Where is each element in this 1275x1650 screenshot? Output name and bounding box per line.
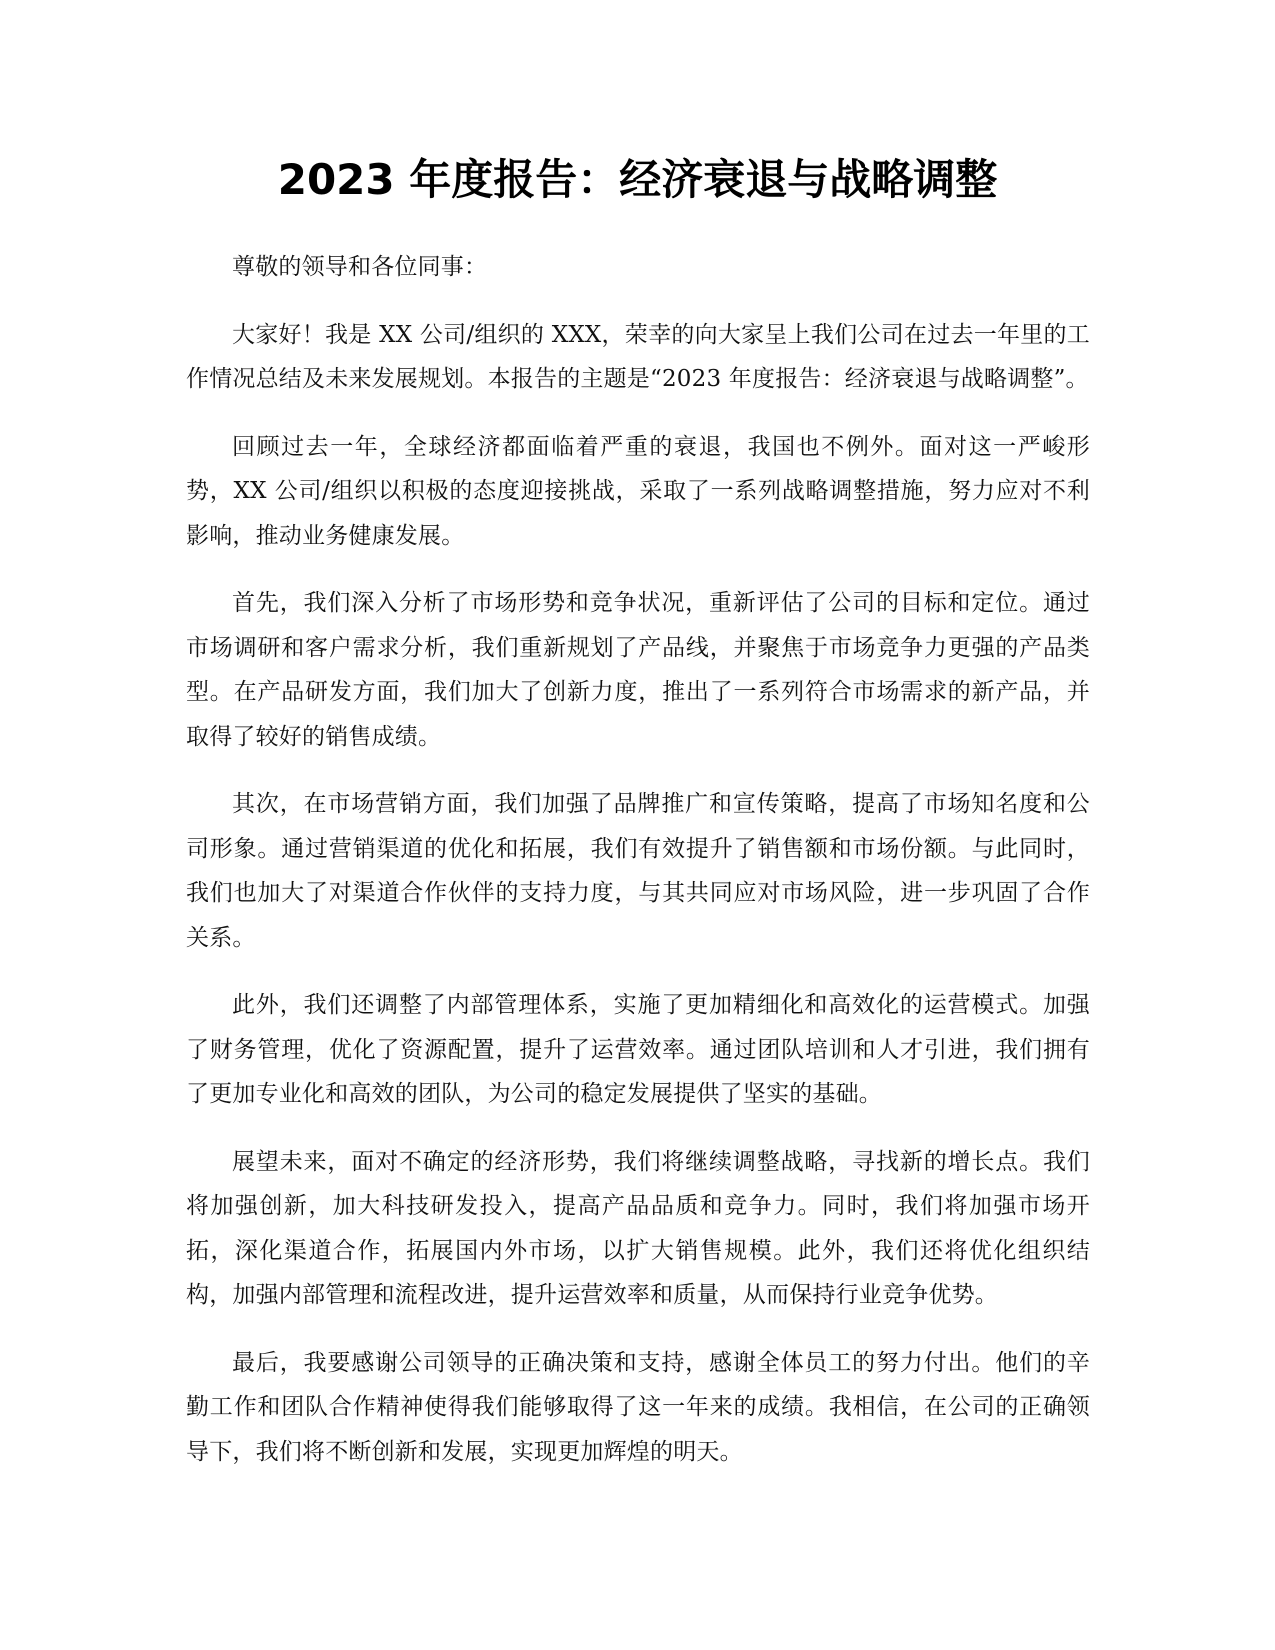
paragraph-market-analysis: 首先，我们深入分析了市场形势和竞争状况，重新评估了公司的目标和定位。通过市场调研和客户需求分析，我们重新规划了产品线，并聚焦于市场竞争力更强的产品类型。在产品研发方面，我们加大了创新力度，推出了一系列符合市场需求的新产品，并取得了较好的销售成绩。	[186, 590, 1090, 750]
paragraph-closing: 最后，我要感谢公司领导的正确决策和支持，感谢全体员工的努力付出。他们的辛勤工作和团队合作精神使得我们能够取得了这一年来的成绩。我相信，在公司的正确领导下，我们将不断创新和发展，实现更加辉煌的明天。	[186, 1349, 1090, 1465]
paragraph-marketing: 其次，在市场营销方面，我们加强了品牌推广和宣传策略，提高了市场知名度和公司形象。通过营销渠道的优化和拓展，我们有效提升了销售额和市场份额。与此同时，我们也加大了对渠道合作伙伴的支持力度，与其共同应对市场风险，进一步巩固了合作关系。	[186, 791, 1090, 951]
paragraph-review: 回顾过去一年，全球经济都面临着严重的衰退，我国也不例外。面对这一严峻形势，XX 公司/组织以积极的态度迎接挑战，采取了一系列战略调整措施，努力应对不利影响，推动业务健康发展。	[186, 433, 1090, 549]
paragraph-outlook: 展望未来，面对不确定的经济形势，我们将继续调整战略，寻找新的增长点。我们将加强创新，加大科技研发投入，提高产品品质和竞争力。同时，我们将加强市场开拓，深化渠道合作，拓展国内外市场，以扩大销售规模。此外，我们还将优化组织结构，加强内部管理和流程改进，提升运营效率和质量，从而保持行业竞争优势。	[186, 1148, 1090, 1308]
document-body	[186, 245, 1090, 1497]
paragraph-salutation: 尊敬的领导和各位同事：	[232, 254, 488, 280]
paragraph-management: 此外，我们还调整了内部管理体系，实施了更加精细化和高效化的运营模式。加强了财务管理，优化了资源配置，提升了运营效率。通过团队培训和人才引进，我们拥有了更加专业化和高效的团队，为公司的稳定发展提供了坚实的基础。	[186, 992, 1090, 1107]
document-title: 2023 年度报告：经济衰退与战略调整	[277, 155, 998, 204]
paragraph-introduction: 大家好！我是 XX 公司/组织的 XXX，荣幸的向大家呈上我们公司在过去一年里的工作情况总结及未来发展规划。本报告的主题是“2023 年度报告：经济衰退与战略调整”。	[186, 321, 1090, 392]
